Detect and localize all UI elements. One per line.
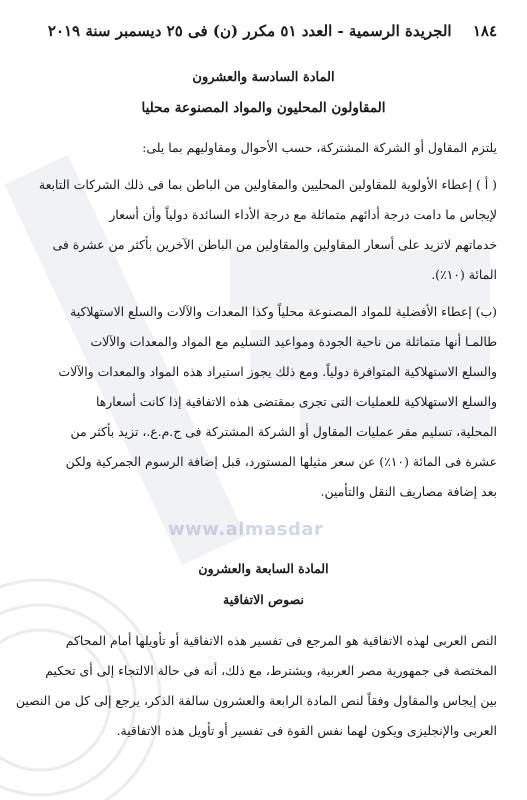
article-26-line: والسلع الاستهلاكية للعمليات التى تجرى بمقتضى هذه الاتفاقية إذا كانت أسعارها: [95, 394, 497, 409]
article-26-line: والسلع الاستهلاكية المتوافرة دولياً. ومع ذلك يجوز استيراد هذه المواد والمعدات والآلات: [58, 364, 497, 379]
article-26-line: عشرة فى المائة (١٠٪) عن سعر مثيلها المستورد، قبل إضافة الرسوم الجمركية ولكن: [65, 454, 497, 469]
page-header: [47, 22, 497, 40]
article-27-line: النص العربى لهذه الاتفاقية هو المرجع فى تفسير هذه الاتفاقية أو تأويلها أمام المحاكم: [65, 633, 497, 648]
watermark-seal-icon: [0, 580, 160, 800]
article-27-subheading: نصوص الاتفاقية: [223, 592, 304, 607]
gazette-title: الجريدة الرسمية - العدد ٥١ مكرر (ن) فى ٢٥ ديسمبر سنة ٢٠١٩: [47, 22, 452, 40]
page-number: ١٨٤: [472, 22, 497, 40]
article-26-line: يلتزم المقاول أو الشركة المشتركة، حسب الأحوال ومقاوليهم بما يلى:: [142, 140, 497, 155]
article-26-line: طالمـا أنها متماثلة من ناحية الجودة ومواعيد التسليم مع المواد والمعدات والآلات: [90, 334, 497, 349]
article-26-line: خدماتهم لاتزيد على أسعار المقاولين والمقاولين من الباطن الآخرين بأكثر من عشرة فى: [52, 237, 497, 252]
article-27-heading: المادة السابعة والعشرون: [198, 561, 329, 576]
article-26-heading: المادة السادسة والعشرون: [192, 70, 335, 85]
article-26-line: المحلية، تسليم مقر عمليات المقاول أو الشركة المشتركة فى ج.م.ع.، تزيد بأكثر من: [70, 424, 497, 439]
article-26-subheading: المقاولون المحليون والمواد المصنوعة محليا: [141, 100, 386, 116]
article-26-line: لإيجاس ما دامت درجة أدائهم متماثلة مع درجة الأداء السائدة دولياً وأن أسعار: [109, 207, 497, 222]
article-26-line: بعد إضافة مصاريف النقل والتأمين.: [320, 484, 497, 499]
article-26-line: المائة (١٠٪).: [431, 267, 497, 282]
watermark-url: www.almasdar: [168, 519, 324, 540]
article-26-line: ( أ ) إعطاء الأولوية للمقاولين المحليين والمقاولين من الباطن بما فى ذلك الشركات التابعة: [38, 177, 497, 192]
article-27-line: العربى والإنجليزى ويكون لهما نفس القوة فى تفسير أو تأويل هذه الاتفاقية.: [116, 723, 497, 738]
article-27-line: بين إيجاس والمقاول وفقاً لنص المادة الرابعة والعشرون سالفة الذكر، يرجع إلى كل من النصين: [15, 693, 497, 708]
article-26-line: (ب) إعطاء الأفضلية للمواد المصنوعة محلياً وكذا المعدات والآلات والسلع الاستهلاكية: [70, 304, 497, 319]
article-27-line: المختصة فى جمهورية مصر العربية، ويشترط، مع ذلك، أنه فى حالة الالتجاء إلى أى تحكيم: [45, 663, 497, 678]
